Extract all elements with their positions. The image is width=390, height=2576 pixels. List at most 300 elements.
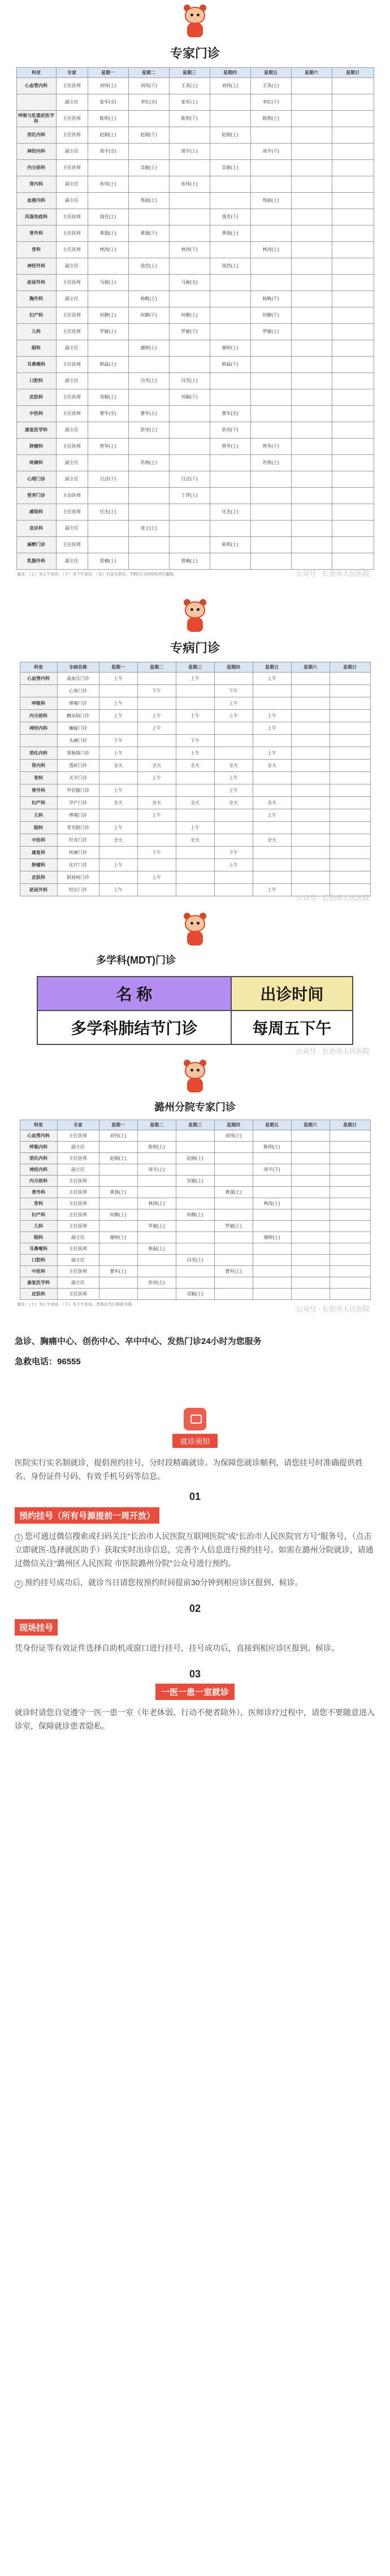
department-cell: 儿科 [16, 324, 56, 340]
schedule-cell [176, 1187, 214, 1198]
title-cell: 主任医师 [57, 1176, 99, 1187]
schedule-cell [291, 685, 330, 697]
schedule-cell [291, 127, 332, 144]
table-row [20, 1221, 370, 1232]
schedule-cell [210, 144, 250, 160]
schedule-cell [291, 225, 332, 242]
schedule-cell [332, 504, 374, 521]
title-cell: 主任医师 [57, 1198, 99, 1209]
schedule-cell: 上午 [214, 784, 253, 797]
schedule-cell [99, 1176, 137, 1187]
schedule-cell [330, 722, 370, 735]
schedule-cell [332, 324, 374, 340]
title-cell: 主任医师 [56, 324, 88, 340]
schedule-cell [291, 797, 330, 809]
schedule-cell [214, 1176, 253, 1187]
table-row [16, 553, 374, 570]
schedule-cell: 邓颖(上) [176, 1289, 214, 1300]
schedule-cell: 王英(上) [250, 78, 291, 94]
title-cell: 主任医师 [56, 209, 88, 225]
schedule-cell [332, 144, 374, 160]
department-cell: 心血管内科 [20, 1130, 57, 1142]
table-header-cell: 星期一 [88, 68, 128, 78]
schedule-cell: 上午 [253, 710, 291, 722]
department-cell: 肿瘤科 [20, 859, 57, 871]
schedule-cell: 彭亮(上) [128, 422, 169, 439]
schedule-cell [210, 307, 250, 324]
schedule-cell [214, 834, 253, 847]
title-cell: 主任医师 [56, 389, 88, 406]
table-row [16, 127, 374, 144]
schedule-cell: 赵刚(上) [210, 127, 250, 144]
schedule-cell [128, 389, 169, 406]
department-cell: 急诊科 [16, 521, 56, 537]
schedule-cell [128, 275, 169, 291]
schedule-cell [88, 422, 128, 439]
step-number: 02 [189, 1603, 201, 1614]
schedule-cell [137, 834, 176, 847]
schedule-cell [169, 160, 210, 176]
table-row [20, 735, 370, 747]
schedule-cell [169, 209, 210, 225]
table-row [20, 1198, 370, 1209]
schedule-cell [291, 697, 330, 710]
schedule-cell: 全天 [253, 760, 291, 772]
schedule-cell: 吴敏(上) [128, 160, 169, 176]
table-row [16, 422, 374, 439]
schedule-cell: 马骏(上) [88, 275, 128, 291]
department-cell: 中医科 [16, 406, 56, 422]
table-row [16, 242, 374, 258]
schedule-cell [214, 1255, 253, 1266]
schedule-cell: 全天 [137, 797, 176, 809]
schedule-cell [214, 1243, 253, 1255]
schedule-cell [169, 340, 210, 357]
schedule-cell [291, 1130, 330, 1142]
schedule-cell: 刘伟(下) [128, 78, 169, 94]
schedule-cell [99, 1243, 137, 1255]
schedule-cell [291, 275, 332, 291]
schedule-cell [250, 160, 291, 176]
schedule-cell: 全天 [176, 797, 214, 809]
schedule-cell: 周平(全) [88, 144, 128, 160]
title-cell: 主任医师 [57, 1209, 99, 1221]
department-cell: 呼吸科 [20, 697, 57, 710]
table-row [16, 537, 374, 553]
table-row [16, 406, 374, 422]
schedule-cell: 谢婷(上) [253, 1232, 291, 1243]
schedule-cell: 吴敏(上) [176, 1176, 214, 1187]
title-cell: 副主任 [57, 1164, 99, 1176]
department-cell: 血液内科 [16, 193, 56, 209]
schedule-cell: 上午 [137, 871, 176, 884]
schedule-cell [330, 1221, 370, 1232]
schedule-cell [330, 673, 370, 685]
schedule-cell [250, 504, 291, 521]
schedule-cell: 黄强(上) [210, 225, 250, 242]
table-row [20, 760, 370, 772]
schedule-cell [330, 1198, 370, 1209]
schedule-cell [176, 1232, 214, 1243]
department-cell: 眼科 [20, 1232, 57, 1243]
schedule-cell: 上午 [99, 859, 137, 871]
schedule-cell [137, 1232, 176, 1243]
schedule-cell [332, 242, 374, 258]
schedule-cell: 陈明(上) [137, 1142, 176, 1153]
schedule-cell [169, 258, 210, 275]
table-row [16, 373, 374, 389]
schedule-cell: 冯雪(上) [176, 1255, 214, 1266]
title-cell: 副主任 [56, 422, 88, 439]
table-header-cell: 专家 [57, 1120, 99, 1130]
schedule-cell [291, 760, 330, 772]
schedule-cell [169, 455, 210, 471]
schedule-cell [253, 1266, 291, 1277]
table-row [20, 1142, 370, 1153]
table-row [20, 1266, 370, 1277]
schedule-cell: 黄强(上) [99, 1187, 137, 1198]
title-cell: 胃肠镜门诊 [57, 747, 99, 760]
table-row [20, 822, 370, 834]
title-cell: 主任医师 [56, 127, 88, 144]
schedule-cell [330, 834, 370, 847]
department-cell: 中医科 [20, 834, 57, 847]
schedule-cell [332, 455, 374, 471]
schedule-cell: 曾华(上) [88, 439, 128, 455]
schedule-cell [128, 553, 169, 570]
department-cell: 感染科 [16, 504, 56, 521]
schedule-cell [214, 1153, 253, 1164]
schedule-cell [291, 553, 332, 570]
schedule-cell: 全天 [176, 834, 214, 847]
schedule-cell [137, 1209, 176, 1221]
department-cell: 心理门诊 [16, 471, 56, 488]
schedule-cell [250, 357, 291, 373]
schedule-cell [99, 685, 137, 697]
schedule-cell [128, 176, 169, 193]
schedule-cell: 下午 [214, 847, 253, 859]
title-cell: 副主任 [56, 553, 88, 570]
table-row [20, 1187, 370, 1198]
schedule-cell [253, 847, 291, 859]
schedule-cell [253, 1187, 291, 1198]
schedule-cell [169, 537, 210, 553]
table-header-cell: 星期四 [210, 68, 250, 78]
schedule-cell: 吴敏(上) [210, 160, 250, 176]
phone-number[interactable]: 96555 [57, 1357, 81, 1367]
department-cell: 普外科 [20, 1187, 57, 1198]
schedule-cell: 邓颖(下) [169, 389, 210, 406]
schedule-cell [137, 1153, 176, 1164]
schedule-cell: 上午 [176, 747, 214, 760]
title-cell: 副主任 [56, 94, 88, 111]
department-cell: 胸外科 [16, 291, 56, 307]
department-cell: 心血管内科 [16, 78, 56, 94]
schedule-cell [210, 471, 250, 488]
schedule-cell [253, 1243, 291, 1255]
department-cell: 内分泌科 [20, 710, 57, 722]
schedule-cell [214, 722, 253, 735]
schedule-cell [291, 258, 332, 275]
table-row [16, 389, 374, 406]
schedule-cell [291, 1221, 330, 1232]
tiger-mascot-icon [177, 913, 213, 949]
schedule-cell [291, 1255, 330, 1266]
department-cell: 皮肤科 [20, 1289, 57, 1300]
schedule-cell: 何静(上) [99, 1209, 137, 1221]
schedule-cell [291, 1164, 330, 1176]
schedule-cell [330, 747, 370, 760]
schedule-cell [330, 685, 370, 697]
table-row [20, 1176, 370, 1187]
title-cell: 哮喘门诊 [57, 697, 99, 710]
schedule-cell [214, 1209, 253, 1221]
schedule-cell [291, 406, 332, 422]
expert-schedule-table [16, 67, 374, 570]
table-header-cell: 星期日 [330, 1120, 370, 1130]
schedule-cell [330, 797, 370, 809]
table-row [16, 225, 374, 242]
schedule-cell [128, 357, 169, 373]
table-header-cell: 星期三 [176, 1120, 214, 1130]
schedule-cell [291, 1277, 330, 1289]
table-row [20, 685, 370, 697]
schedule-cell: 钱芳(下) [210, 209, 250, 225]
table-row [20, 1289, 370, 1300]
schedule-cell: 曾华(上) [210, 439, 250, 455]
department-cell: 神经外科 [16, 258, 56, 275]
table-row [20, 747, 370, 760]
schedule-cell: 何静(上) [88, 307, 128, 324]
department-cell: 妇产科 [20, 1209, 57, 1221]
schedule-cell [99, 809, 137, 822]
schedule-cell: 刘伟(上) [99, 1130, 137, 1142]
schedule-cell [250, 406, 291, 422]
schedule-cell [291, 488, 332, 504]
schedule-cell: 赵刚(上) [88, 127, 128, 144]
table-row [16, 111, 374, 127]
schedule-cell [332, 225, 374, 242]
schedule-cell [176, 871, 214, 884]
department-cell: 麻醉门诊 [16, 537, 56, 553]
department-cell: 骨科 [20, 772, 57, 784]
table-row [16, 439, 374, 455]
schedule-cell: 下午 [176, 735, 214, 747]
schedule-cell: 马骏(全) [169, 275, 210, 291]
title-cell: 癫痫门诊 [57, 722, 99, 735]
mdt-clinic-time: 每周五下午 [231, 1011, 353, 1044]
schedule-cell: 上午 [253, 809, 291, 822]
department-cell: 眼科 [20, 822, 57, 834]
schedule-cell: 袁立(上) [128, 521, 169, 537]
schedule-cell [176, 784, 214, 797]
watermark: 公众号 · 长治市人民医院 [296, 570, 370, 578]
notice-intro: 医院实行实名制就诊，提倡预约挂号，分时段精确就诊。为保障您就诊顺利，请您挂号时准确提供姓名、身份证件号码、有效手机号码等信息。 [15, 1458, 363, 1481]
schedule-cell [332, 537, 374, 553]
schedule-cell: 谢婷(上) [210, 340, 250, 357]
schedule-cell [330, 847, 370, 859]
table-row [16, 209, 374, 225]
schedule-cell [176, 772, 214, 784]
schedule-cell [214, 1164, 253, 1176]
title-cell: 主任医师 [56, 78, 88, 94]
table-row [20, 772, 370, 784]
schedule-cell [88, 258, 128, 275]
watermark: 公众号 · 长治市人民医院 [296, 1047, 370, 1055]
schedule-cell [137, 859, 176, 871]
tiger-mascot-icon [177, 599, 213, 635]
table-row [20, 1130, 370, 1142]
schedule-cell [214, 1289, 253, 1300]
schedule-cell [253, 1209, 291, 1221]
schedule-cell: 上午 [137, 722, 176, 735]
schedule-cell [330, 1266, 370, 1277]
schedule-cell [210, 291, 250, 307]
schedule-cell: 上午 [99, 884, 137, 896]
schedule-cell: 上午 [214, 710, 253, 722]
schedule-cell: 陈明(上) [253, 1142, 291, 1153]
table-row [20, 1232, 370, 1243]
schedule-cell: 贾楠(上) [169, 553, 210, 570]
schedule-cell [291, 193, 332, 209]
schedule-cell [291, 209, 332, 225]
schedule-cell: 杨帆(上) [128, 291, 169, 307]
table-row [16, 193, 374, 209]
schedule-cell [137, 735, 176, 747]
table-row [20, 1209, 370, 1221]
schedule-cell [291, 471, 332, 488]
title-cell: 疼痛门诊 [57, 847, 99, 859]
department-cell: 疼痛科 [16, 455, 56, 471]
department-cell [20, 685, 57, 697]
schedule-cell [291, 439, 332, 455]
title-cell: 心衰门诊 [57, 685, 99, 697]
schedule-cell [332, 258, 374, 275]
schedule-cell [176, 1142, 214, 1153]
schedule-cell [253, 685, 291, 697]
schedule-cell [291, 357, 332, 373]
schedule-cell: 彭亮(下) [210, 422, 250, 439]
schedule-cell [214, 1232, 253, 1243]
schedule-cell: 周平(下) [250, 144, 291, 160]
branch-schedule-table [20, 1120, 371, 1300]
department-cell: 普外科 [16, 225, 56, 242]
watermark: 公众号 · 长治市人民医院 [296, 894, 370, 902]
schedule-cell [250, 488, 291, 504]
schedule-cell [291, 94, 332, 111]
schedule-cell: 黄强(上) [88, 225, 128, 242]
department-cell: 耳鼻喉科 [16, 357, 56, 373]
schedule-cell [330, 1232, 370, 1243]
title-cell: 主任医师 [56, 357, 88, 373]
schedule-cell: 苏燕(上) [250, 455, 291, 471]
schedule-cell: 冯雪(上) [169, 373, 210, 389]
schedule-cell: 林涛(上) [88, 242, 128, 258]
schedule-cell: 上午 [137, 710, 176, 722]
schedule-cell [291, 1198, 330, 1209]
schedule-cell [88, 455, 128, 471]
schedule-cell [88, 537, 128, 553]
schedule-cell [128, 504, 169, 521]
one-doctor-text: 就诊时请您自觉遵守一医一患一室（年老体弱、行动不便者除外），医师诊疗过程中，请您不要随意进入诊室，保障就诊患者隐私。 [15, 1708, 375, 1731]
title-cell: 糖尿病门诊 [57, 710, 99, 722]
schedule-cell: 邓颖(上) [88, 389, 128, 406]
schedule-cell: 杨帆(下) [250, 291, 291, 307]
title-cell: 主任医师 [57, 1289, 99, 1300]
department-cell: 儿科 [20, 809, 57, 822]
schedule-cell: 罗敏(上) [88, 324, 128, 340]
section-title: 多学科(MDT)门诊 [96, 955, 176, 966]
table-header-cell: 星期四 [214, 662, 253, 673]
schedule-cell: 罗敏(上) [137, 1221, 176, 1232]
schedule-cell [332, 471, 374, 488]
schedule-cell [137, 1289, 176, 1300]
schedule-cell [137, 1266, 176, 1277]
table-row [16, 307, 374, 324]
schedule-cell [291, 747, 330, 760]
schedule-cell [291, 1232, 330, 1243]
schedule-cell [128, 209, 169, 225]
schedule-cell [332, 275, 374, 291]
schedule-cell: 上午 [99, 697, 137, 710]
onsite-registration-text: 凭身份证等有效证件选择自助机或窗口进行挂号，挂号成功后，直接到相应诊区报到、候诊。 [15, 1643, 339, 1653]
department-cell: 泌尿外科 [16, 275, 56, 291]
department-cell: 心血管内科 [20, 673, 57, 685]
schedule-cell [176, 859, 214, 871]
schedule-cell [176, 1130, 214, 1142]
schedule-cell [169, 193, 210, 209]
schedule-cell [291, 111, 332, 127]
schedule-cell [330, 1130, 370, 1142]
table-header-cell: 科室 [20, 662, 57, 673]
schedule-cell [137, 697, 176, 710]
schedule-cell: 谢婷(上) [99, 1232, 137, 1243]
schedule-cell [137, 884, 176, 896]
table-header-cell: 星期一 [99, 1120, 137, 1130]
schedule-cell: 下午 [99, 735, 137, 747]
schedule-cell: 全天 [176, 760, 214, 772]
title-cell: 副主任 [56, 144, 88, 160]
schedule-cell [291, 242, 332, 258]
title-cell: 银屑病门诊 [57, 871, 99, 884]
schedule-cell: 下午 [137, 847, 176, 859]
schedule-cell: 何静(上) [169, 307, 210, 324]
department-cell: 泌尿外科 [20, 884, 57, 896]
schedule-cell [291, 422, 332, 439]
schedule-cell [176, 1198, 214, 1209]
table-row [16, 504, 374, 521]
table-row [16, 488, 374, 504]
schedule-cell [169, 225, 210, 242]
schedule-cell [332, 291, 374, 307]
department-cell: 康复医学科 [20, 1277, 57, 1289]
schedule-cell [169, 439, 210, 455]
department-cell: 口腔科 [20, 1255, 57, 1266]
schedule-cell [332, 193, 374, 209]
title-cell: 化疗门诊 [57, 859, 99, 871]
title-cell: 结石门诊 [57, 884, 99, 896]
schedule-cell: 崔明(上) [210, 537, 250, 553]
table-row [16, 357, 374, 373]
schedule-cell [253, 1289, 291, 1300]
schedule-cell: 陈明(上) [88, 111, 128, 127]
schedule-cell: 上午 [99, 673, 137, 685]
schedule-cell [291, 722, 330, 735]
schedule-cell [210, 275, 250, 291]
title-cell: 副主任 [57, 1232, 99, 1243]
schedule-cell: 曹军(上) [128, 406, 169, 422]
schedule-cell [250, 209, 291, 225]
